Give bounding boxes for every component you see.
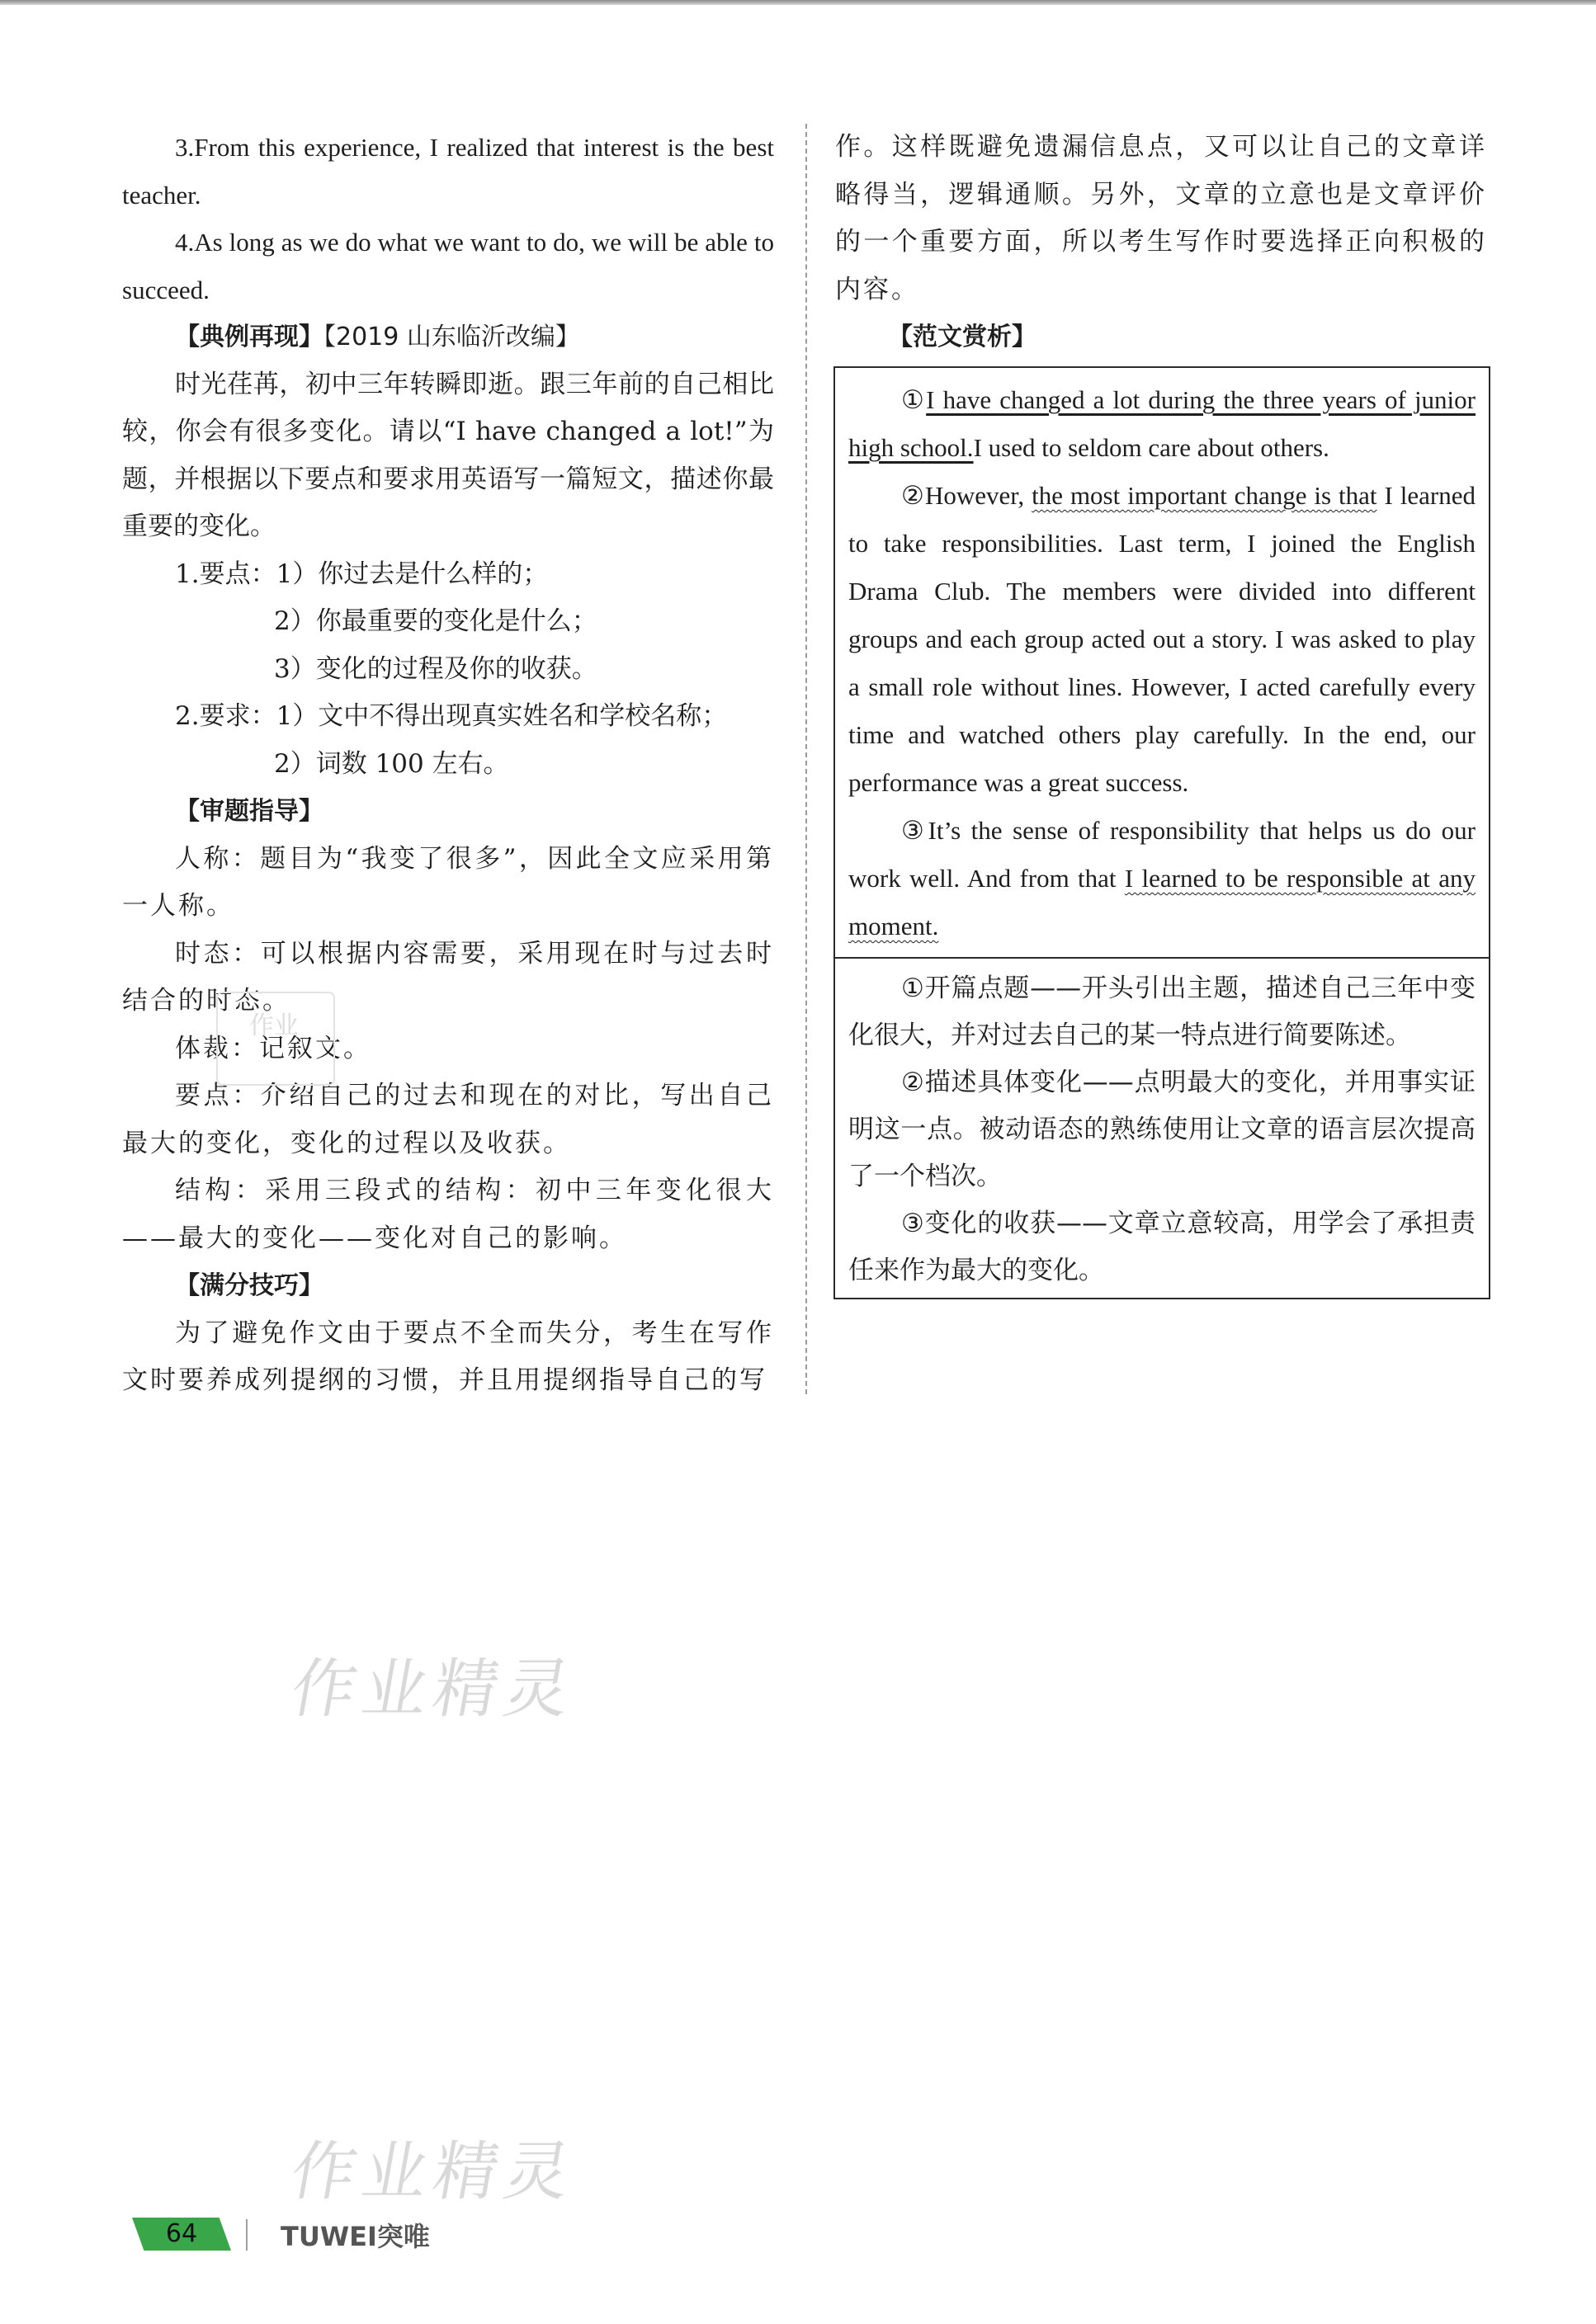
line-4: 4.As long as we do what we want to do, we will be able to succeed. (122, 228, 774, 304)
line-3: 3.From this experience, I realized that interest is the best teacher. (122, 133, 774, 210)
guide-person: 人称：题目为“我变了很多”，因此全文应采用第一人称。 (122, 843, 774, 921)
brand-logo: TUWEI突唯 (281, 2221, 430, 2252)
essay-p1-rest: I used to seldom care about others. (973, 433, 1329, 462)
points-2: 2）你最重要的变化是什么； (274, 606, 597, 636)
essay-marker-3: ③ (901, 816, 928, 845)
guide-genre: 体裁：记叙文。 (175, 1033, 371, 1063)
requirement-2: 2）词数 100 左右。 (274, 748, 509, 779)
essay-paragraph-2 (848, 472, 1476, 807)
essay-p2-rest: I learned to take responsibilities. Last term, I joined the English Drama Club. The members were divided into different groups and each group acted out a story. I was asked to play a small role without lines. However, I acted carefully every time and watched others play carefully. In the end, our performance was a great success. (848, 481, 1476, 797)
tips-text-a: 为了避免作文由于要点不全而失分，考生在写作文时要养成列提纲的习惯，并且用提纲指导自己的写 (122, 1318, 774, 1395)
top-edge-line (0, 0, 1596, 5)
example-source: 【2019 山东临沂改编】 (323, 323, 580, 351)
essay-p2-underlined: the most important change is that (1032, 481, 1377, 510)
requirement-1: 2.要求：1）文中不得出现真实姓名和学校名称； (175, 701, 728, 731)
tips-heading: 【满分技巧】 (175, 1271, 323, 1300)
watermark-mid: 作业精灵 (285, 1652, 583, 1727)
analysis-3: ③变化的收获——文章立意较高，用学会了承担责任来作为最大的变化。 (848, 1209, 1476, 1285)
guide-points: 要点：介绍自己的过去和现在的对比，写出自己最大的变化，变化的过程以及收获。 (122, 1081, 774, 1158)
analysis-2: ②描述具体变化——点明最大的变化，并用事实证明这一点。被动语态的熟练使用让文章的语言层次提高了一个档次。 (848, 1068, 1476, 1191)
essay-marker-1: ① (901, 385, 927, 414)
guide-structure: 结构：采用三段式的结构：初中三年变化很大——最大的变化——变化对自己的影响。 (122, 1176, 774, 1253)
guide-heading: 【审题指导】 (175, 797, 323, 826)
tips-text-b: 作。这样既避免遗漏信息点，又可以让自己的文章详略得当，逻辑通顺。另外，文章的立意也是文章评价的一个重要方面，所以考生写作时要选择正向积极的内容。 (835, 132, 1487, 304)
example-heading: 【典例再现】 (175, 323, 323, 351)
analysis-section (835, 959, 1489, 1298)
analysis-1: ①开篇点题——开头引出主题，描述自己三年中变化很大，并对过去自己的某一特点进行简要陈述。 (848, 973, 1476, 1050)
essay-section (835, 368, 1489, 959)
essay-paragraph-3 (848, 807, 1476, 950)
model-heading: 【范文赏析】 (888, 323, 1036, 351)
essay-p2-pre: However, (925, 481, 1032, 510)
example-heading-line (122, 313, 774, 361)
model-essay-box (833, 366, 1490, 1299)
essay-marker-2: ② (901, 481, 926, 510)
column-divider (805, 124, 807, 1394)
stamp-text: 作业 (249, 1011, 299, 1040)
points-1: 1.要点：1）你过去是什么样的； (175, 559, 549, 589)
example-prompt: 时光荏苒，初中三年转瞬即逝。跟三年前的自己相比较，你会有很多变化。请以“I have changed a lot!”为题，并根据以下要点和要求用英语写一篇短文，描述你最重要的变化。 (122, 369, 774, 541)
essay-paragraph-1 (848, 376, 1476, 472)
footer-separator (246, 2219, 248, 2251)
points-3: 3）变化的过程及你的收获。 (274, 653, 597, 684)
guide-tense: 时态：可以根据内容需要，采用现在时与过去时结合的时态。 (122, 938, 774, 1016)
watermark-bottom: 作业精灵 (285, 2135, 583, 2209)
essay-p3-underlined: I learned to be responsible at any moment. (848, 864, 1476, 940)
page-number: 64 (165, 2219, 198, 2248)
faint-stamp (216, 992, 335, 1086)
essay-p3-pre: It’s the sense of responsibility that helps us do our work well. And from that (848, 816, 1476, 893)
right-column (835, 124, 1487, 361)
left-column (122, 124, 774, 1405)
essay-p1-underlined: I have changed a lot during the three years of junior high school. (848, 385, 1476, 462)
